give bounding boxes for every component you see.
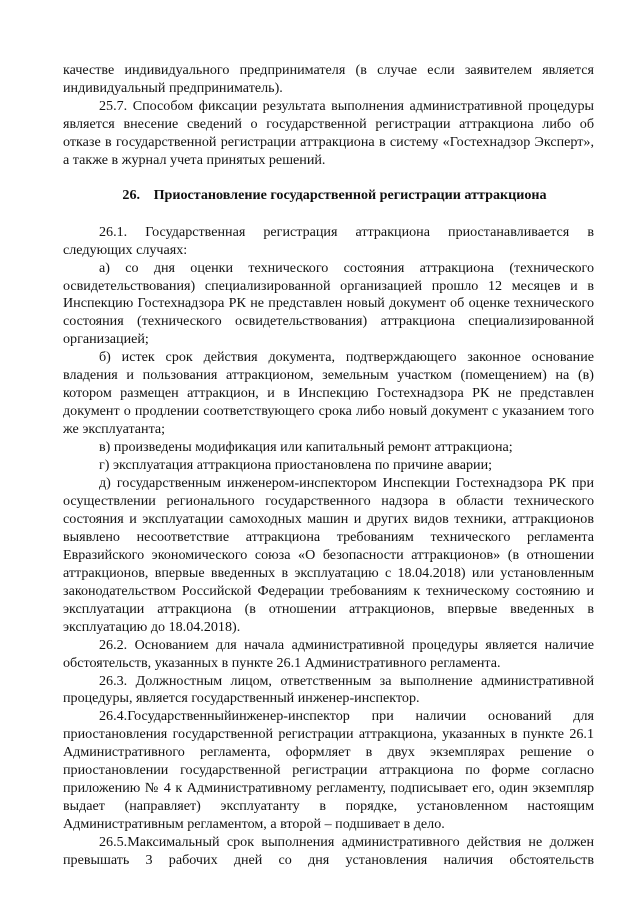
section-title: Приостановление государственной регистрации аттракциона (153, 186, 547, 203)
section-heading (63, 187, 594, 205)
paragraph: 25.7. Способом фиксации результата выполнения административной процедуры является внесение сведений о государственной регистрации аттракциона либо об отказе в государственной регистрации аттракциона в систему «Гостехнадзор Эксперт», а также в журнал учета принятых решений. (63, 97, 594, 168)
paragraph: а) со дня оценки технического состояния аттракциона (технического освидетельствования) специализированной организацией прошло 12 месяцев и в Инспекцию Гостехнадзора РК не представлен новый документ об оценке технического состояния (технического освидетельствования) аттракциона специализированной организацией; (63, 259, 594, 348)
paragraph: 26.5.Максимальный срок выполнения административного действия не должен превышать 3 рабочих дней со дня установления наличия обстоятельств (63, 834, 594, 869)
paragraph: б) истек срок действия документа, подтверждающего законное основание владения и пользования аттракционом, земельным участком (помещением) на (в) котором размещен аттракцион, и в Инспекцию Гостехнадзора РК не представлен документ о продлении соответствующего срока либо новый документ с указанием того же эксплуатанта; (63, 349, 594, 438)
document-page (63, 62, 594, 870)
paragraph: г) эксплуатация аттракциона приостановлена по причине аварии; (99, 457, 493, 474)
paragraph: качестве индивидуального предпринимателя (в случае если заявителем является индивидуальный предприниматель). (63, 62, 594, 96)
paragraph: 26.4.Государственныйинженер-инспектор при наличии оснований для приостановления государственной регистрации аттракциона, указанных в пункте 26.1 Административного регламента, оформляет в двух экземплярах решение о приостановлении государственной регистрации аттракциона по форме согласно приложению № 4 к Административному регламенту, подписывает его, один экземпляр выдает (направляет) эксплуатанту в порядке, установленном настоящим Административным регламентом, а второй – подшивает в дело. (63, 708, 594, 833)
paragraph: д) государственным инженером-инспектором Инспекции Гостехнадзора РК при осуществлении регионального государственного надзора в области технического состояния и эксплуатации самоходных машин и других видов техники, аттракционов выявлено несоответствие аттракциона требованиям технического регламента Евразийского экономического союза «О безопасности аттракционов» (в отношении аттракционов, впервые введенных в эксплуатацию с 18.04.2018) или установленным законодательством Российской Федерации требованиям к техническому состоянию и эксплуатации аттракциона (в отношении аттракционов, впервые введенных в эксплуатацию до 18.04.2018). (63, 475, 594, 635)
paragraph: 26.1. Государственная регистрация аттракциона приостанавливается в следующих случаях: (63, 223, 594, 258)
paragraph: 26.2. Основанием для начала административной процедуры является наличие обстоятельств, указанных в пункте 26.1 Административного регламента. (63, 636, 594, 671)
paragraph: в) произведены модификация или капитальный ремонт аттракциона; (99, 439, 513, 456)
section-number: 26. (122, 186, 141, 203)
paragraph: 26.3. Должностным лицом, ответственным за выполнение административной процедуры, является государственный инженер-инспектор. (63, 672, 594, 707)
